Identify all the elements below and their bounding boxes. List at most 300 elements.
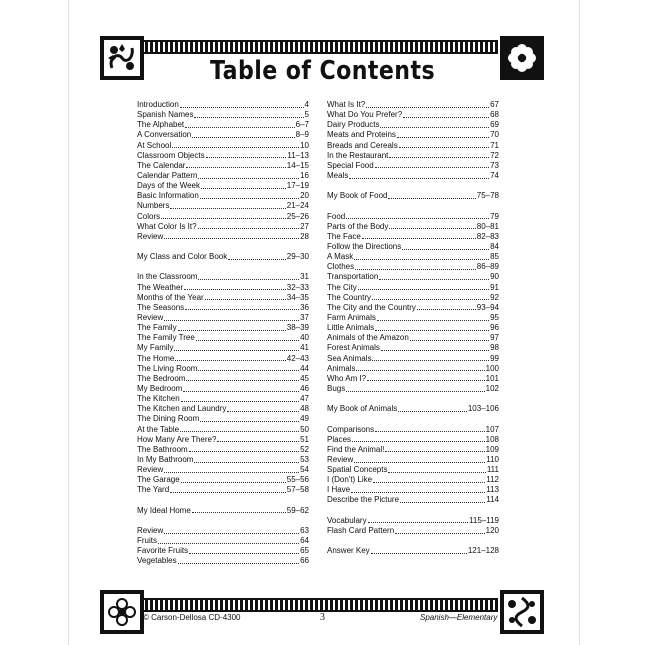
toc-entry [327,526,499,536]
dot-leader [389,151,489,159]
toc-entry-page: 113 [486,485,499,495]
dot-leader [170,485,286,493]
toc-entry-title: Fruits [137,536,157,546]
toc-entry-page: 69 [490,120,499,130]
dot-leader [349,171,489,179]
toc-entry [327,120,499,130]
dot-leader [194,110,303,118]
dot-leader [346,212,489,220]
dot-leader [196,333,299,341]
dot-leader [355,262,476,270]
toc-entry-page: 8–9 [295,130,309,140]
dot-leader [352,435,485,443]
toc-entry-title: Review [137,465,164,475]
dot-leader [206,151,287,159]
toc-entry [327,262,499,272]
dot-leader [356,364,484,372]
dot-leader [379,272,489,280]
toc-entry-title: Review [327,454,354,464]
toc-entry-title: The Alphabet [137,120,185,130]
toc-entry-title: How Many Are There? [137,434,217,444]
toc-entry [327,161,499,171]
dot-leader [388,191,475,199]
toc-entry-page: 25–26 [286,211,309,221]
toc-entry [327,100,499,110]
dot-leader [192,130,294,138]
toc-entry [327,354,499,364]
toc-entry-title: Breads and Cereals [327,140,398,150]
dot-leader [375,323,489,331]
dot-leader [377,313,489,321]
dot-leader [194,455,299,463]
dot-leader [185,120,294,128]
toc-entry-title: Parts of the Body [327,221,389,231]
dot-leader [180,425,299,433]
toc-entry-page: 86–89 [476,262,499,272]
dot-leader [381,343,489,351]
dot-leader [375,425,485,433]
toc-entry-page: 27 [300,221,309,231]
toc-entry [137,171,309,181]
dot-leader [368,516,468,524]
toc-entry-page: 107 [485,424,499,434]
toc-entry-page: 110 [486,454,499,464]
toc-entry-page: 49 [300,414,309,424]
toc-entry [137,232,309,242]
toc-entry-title: The Bedroom [137,373,186,383]
toc-entry-page: 45 [300,373,309,383]
toc-left-column [137,100,309,566]
dot-leader [366,100,489,108]
toc-entry-page: 120 [485,525,499,535]
toc-entry-page: 28 [300,231,309,241]
toc-entry-title: The Living Room [137,363,198,373]
toc-entry-page: 84 [490,241,499,251]
toc-entry-title: Meats and Proteins [327,130,396,140]
toc-entry [327,130,499,140]
toc-entry-title: Calendar Pattern [137,170,198,180]
toc-entry-title: Review [137,525,164,535]
dot-leader [346,384,484,392]
toc-entry [327,293,499,303]
toc-entry-title: Farm Animals [327,312,376,322]
dot-leader [395,526,485,534]
dot-leader [198,272,299,280]
toc-entry-title: Bugs [327,383,346,393]
toc-entry [327,151,499,161]
dot-leader [400,495,485,503]
toc-entry-page: 108 [485,434,499,444]
dot-leader [186,374,299,382]
toc-entry-title: Meals [327,170,349,180]
section-gap [137,495,309,505]
toc-entry [327,323,499,333]
toc-entry [137,435,309,445]
toc-entry-title: I (Don't) Like [327,475,373,485]
toc-entry-title: In My Bathroom [137,454,194,464]
toc-entry-page: 63 [300,525,309,535]
toc-entry-title: My Bedroom [137,383,183,393]
toc-entry-title: Flash Card Pattern [327,525,395,535]
toc-entry [137,506,309,516]
dot-leader [198,364,299,372]
dot-leader [189,546,299,554]
toc-entry [137,293,309,303]
toc-entry [327,485,499,495]
toc-entry-page: 121–128 [467,546,499,556]
toc-entry-page: 66 [300,556,309,566]
toc-entry-page: 21–24 [286,201,309,211]
toc-entry-title: A Mask [327,252,354,262]
dot-leader [372,354,489,362]
toc-entry [327,272,499,282]
toc-entry [137,475,309,485]
toc-entry-page: 91 [490,282,499,292]
dot-leader [399,141,489,149]
toc-entry [327,343,499,353]
toc-entry-title: My Family [137,343,174,353]
toc-entry-page: 40 [300,333,309,343]
dot-leader [184,283,286,291]
dot-leader [375,161,489,169]
section-gap [137,262,309,272]
toc-entry-title: Sea Animals [327,353,372,363]
toc-entry-title: My Book of Animals [327,404,398,414]
toc-entry-page: 44 [300,363,309,373]
dot-leader [198,222,300,230]
toc-entry-title: Forest Animals [327,343,380,353]
toc-entry-page: 102 [485,383,499,393]
toc-entry [327,252,499,262]
dot-leader [178,323,286,331]
toc-entry-page: 59–62 [286,505,309,515]
dot-leader [372,293,489,301]
toc-entry-page: 80–81 [476,221,499,231]
toc-entry-title: Vocabulary [327,515,367,525]
toc-entry [137,141,309,151]
toc-entry [327,212,499,222]
toc-entry-page: 46 [300,383,309,393]
toc-entry-page: 103–106 [467,404,499,414]
toc-entry-page: 65 [300,546,309,556]
toc-entry-title: I Have [327,485,351,495]
toc-entry-title: The Yard [137,485,170,495]
toc-entry-page: 20 [300,191,309,201]
dot-leader [217,435,299,443]
toc-entry [137,283,309,293]
toc-entry [137,161,309,171]
toc-entry-page: 100 [485,363,499,373]
dot-leader [175,354,285,362]
toc-entry-page: 53 [300,454,309,464]
toc-entry-title: The Home [137,353,175,363]
toc-entry-title: The Dining Room [137,414,200,424]
toc-entry-title: The Calendar [137,160,186,170]
toc-entry [137,323,309,333]
toc-entry [137,374,309,384]
dot-leader [201,181,286,189]
bottom-border-strip [140,598,498,612]
toc-entry-title: The Face [327,231,361,241]
toc-entry-page: 73 [490,160,499,170]
toc-entry-page: 41 [300,343,309,353]
toc-entry-title: The Garage [137,475,180,485]
dot-leader [174,343,299,351]
toc-entry-title: Transportation [327,272,379,282]
toc-entry-title: In the Restaurant [327,150,389,160]
section-gap [327,394,499,404]
dot-leader [402,242,489,250]
toc-entry [327,425,499,435]
toc-entry-title: Clothes [327,262,355,272]
toc-entry [137,354,309,364]
toc-entry-title: Describe the Picture [327,495,400,505]
footer-copyright: © Carson-Dellosa CD-4300 [143,613,241,622]
toc-entry [137,313,309,323]
toc-entry-title: Favorite Fruits [137,546,189,556]
toc-entry-title: Vegetables [137,556,177,566]
toc-entry-title: My Class and Color Book [137,252,228,262]
toc-entry-page: 6–7 [295,120,309,130]
toc-entry [327,283,499,293]
dot-leader [403,110,489,118]
toc-entry [137,333,309,343]
toc-entry-title: The Kitchen [137,394,180,404]
toc-entry [327,546,499,556]
dot-leader [362,232,476,240]
toc-entry-page: 71 [490,140,499,150]
toc-entry-title: The Kitchen and Laundry [137,404,227,414]
toc-entry-title: Animals [327,363,356,373]
toc-entry-title: Special Food [327,160,374,170]
dot-leader [181,394,299,402]
toc-entry-title: What Is It? [327,100,366,109]
dot-leader [351,485,485,493]
dot-leader [354,252,489,260]
toc-right-column [327,100,499,556]
dot-leader [186,161,285,169]
toc-entry-page: 55–56 [286,475,309,485]
toc-entry-title: Animals of the Amazon [327,333,409,343]
toc-entry [137,272,309,282]
toc-entry [137,110,309,120]
dot-leader [380,120,489,128]
dot-leader [205,293,286,301]
toc-entry-title: Find the Animal! [327,444,385,454]
toc-entry-page: 82–83 [476,231,499,241]
dot-leader [164,526,299,534]
toc-entry-page: 85 [490,252,499,262]
toc-entry-page: 32–33 [286,282,309,292]
dot-leader [373,475,485,483]
toc-entry [327,455,499,465]
toc-entry [327,313,499,323]
toc-entry-page: 109 [485,444,499,454]
toc-entry-page: 96 [490,323,499,333]
toc-entry-title: Colors [137,211,161,221]
toc-entry [137,455,309,465]
toc-entry-title: What Do You Prefer? [327,110,403,120]
toc-entry-title: At School [137,140,172,150]
toc-entry-page: 50 [300,424,309,434]
toc-entry [137,445,309,455]
toc-entry-page: 93–94 [476,302,499,312]
toc-entry [137,130,309,140]
toc-entry [327,364,499,374]
toc-entry-title: Basic Information [137,191,199,201]
toc-entry-title: Places [327,434,352,444]
toc-entry-page: 48 [300,404,309,414]
section-gap [137,242,309,252]
toc-entry-title: Little Animals [327,323,375,333]
toc-entry-title: The City [327,282,357,292]
toc-entry-page: 97 [490,333,499,343]
dot-leader [228,252,285,260]
toc-entry [327,232,499,242]
section-gap [137,516,309,526]
toc-entry-page: 29–30 [286,252,309,262]
toc-entry-title: Introduction [137,100,179,109]
toc-entry [137,546,309,556]
toc-entry [137,222,309,232]
toc-entry [327,516,499,526]
toc-entry-page: 36 [300,302,309,312]
dot-leader [170,201,285,209]
dot-leader [200,414,299,422]
dot-leader [398,404,467,412]
toc-entry [327,435,499,445]
toc-entry-title: The City and the Country [327,302,416,312]
toc-entry [327,191,499,201]
toc-entry [327,445,499,455]
dot-leader [164,232,299,240]
toc-entry [327,465,499,475]
toc-entry-page: 51 [300,434,309,444]
toc-entry-page: 72 [490,150,499,160]
toc-entry-page: 38–39 [286,323,309,333]
toc-entry-page: 52 [300,444,309,454]
toc-entry-page: 67 [490,100,499,109]
dot-leader [164,465,299,473]
toc-entry [137,191,309,201]
toc-entry [137,384,309,394]
toc-entry-page: 42–43 [286,353,309,363]
toc-entry-title: The Bathroom [137,444,188,454]
dot-leader [189,445,299,453]
dot-leader [389,222,475,230]
toc-entry-page: 5 [304,110,309,120]
toc-entry-page: 64 [300,536,309,546]
toc-entry [137,181,309,191]
dot-leader [181,475,286,483]
toc-entry-page: 92 [490,292,499,302]
section-gap [327,414,499,424]
toc-entry-title: Food [327,211,346,221]
toc-entry-page: 57–58 [286,485,309,495]
toc-entry-page: 14–15 [286,160,309,170]
toc-entry [137,485,309,495]
toc-entry-title: The Family [137,323,177,333]
toc-entry [327,404,499,414]
toc-entry-title: Comparisons [327,424,375,434]
toc-entry-page: 70 [490,130,499,140]
toc-entry-title: Months of the Year [137,292,204,302]
dot-leader [158,536,299,544]
toc-entry-page: 79 [490,211,499,221]
toc-entry-page: 99 [490,353,499,363]
toc-entry-page: 10 [300,140,309,150]
toc-entry-title: In the Classroom [137,272,198,282]
toc-entry [137,252,309,262]
toc-entry [137,465,309,475]
toc-entry-title: Review [137,312,164,322]
toc-entry [327,303,499,313]
toc-entry-title: Review [137,231,164,241]
toc-entry [137,556,309,566]
toc-entry-title: My Ideal Home [137,505,191,515]
toc-entry-page: 111 [486,465,499,475]
dot-leader [227,404,299,412]
toc-entry-page: 90 [490,272,499,282]
toc-entry-title: What Color Is It? [137,221,197,231]
toc-entry [137,201,309,211]
top-border-strip [140,40,498,54]
toc-entry-page: 47 [300,394,309,404]
toc-entry-page: 31 [300,272,309,282]
dot-leader [172,141,299,149]
dot-leader [183,384,299,392]
footer-subject: Spanish—Elementary [420,613,498,622]
toc-entry [137,100,309,110]
toc-entry [327,242,499,252]
dot-leader [388,465,485,473]
toc-entry-title: The Weather [137,282,184,292]
toc-entry-page: 17–19 [286,181,309,191]
toc-entry-title: Classroom Objects [137,150,205,160]
toc-entry [327,495,499,505]
dot-leader [385,445,484,453]
toc-entry [137,536,309,546]
dot-leader [180,100,304,108]
toc-entry-page: 4 [304,100,309,109]
toc-entry-title: Days of the Week [137,181,200,191]
toc-entry-page: 95 [490,312,499,322]
toc-entry [137,343,309,353]
toc-entry-page: 98 [490,343,499,353]
dot-leader [371,546,467,554]
toc-entry [137,212,309,222]
toc-entry-page: 34–35 [286,292,309,302]
dot-leader [367,374,485,382]
toc-entry-page: 112 [486,475,499,485]
toc-entry-page: 54 [300,465,309,475]
toc-entry-page: 114 [486,495,499,505]
toc-entry-title: Dairy Products [327,120,380,130]
toc-entry [137,303,309,313]
toc-entry [137,526,309,536]
toc-entry-title: A Conversation [137,130,192,140]
toc-entry-title: My Book of Food [327,191,388,201]
dot-leader [164,313,299,321]
toc-entry-page: 101 [485,373,499,383]
toc-entry-title: Spatial Concepts [327,465,388,475]
toc-entry [137,404,309,414]
dot-leader [198,171,299,179]
section-gap [327,506,499,516]
toc-entry-title: The Family Tree [137,333,195,343]
dot-leader [178,556,300,564]
dot-leader [397,130,489,138]
